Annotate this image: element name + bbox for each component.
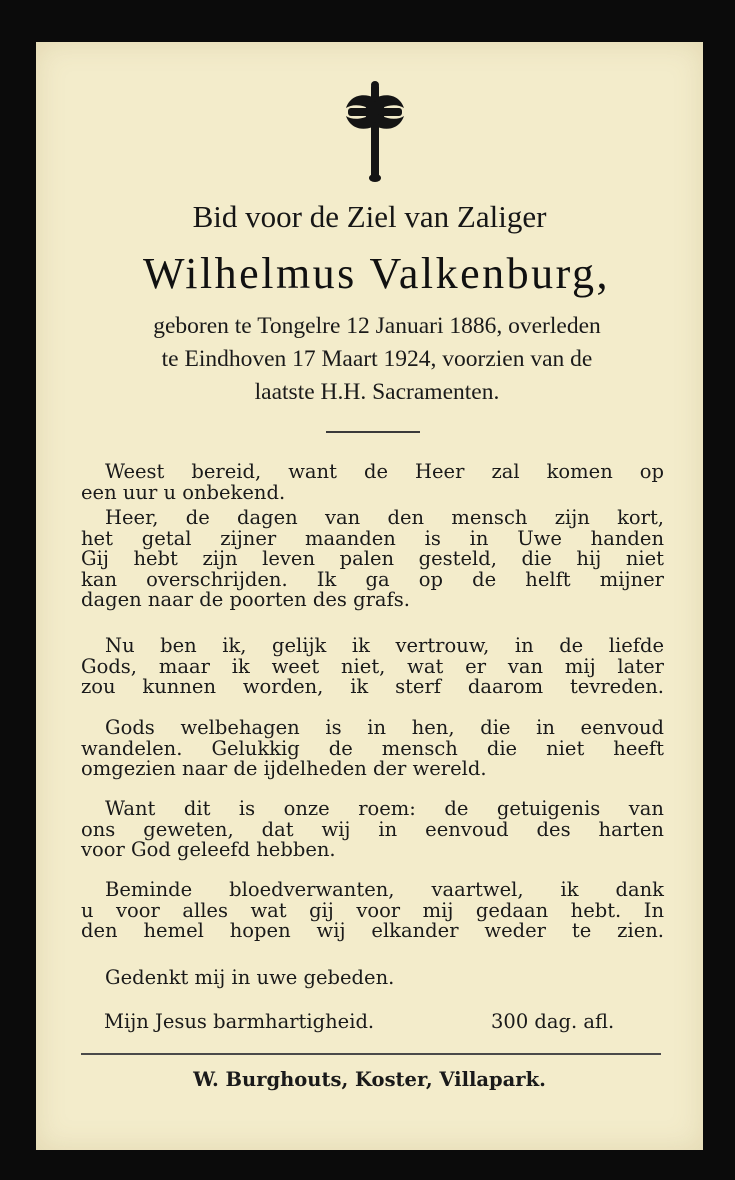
text-line: dagen naar de poorten des grafs. [81,588,410,611]
bio-line: laatste H.H. Sacramenten. [254,379,500,405]
text-line: het getal zijner maanden is in Uwe handen [81,526,664,550]
paragraph [81,718,664,780]
text-line: voor God geleefd hebben. [81,838,336,861]
pray-line: Bid voor de Ziel van Zaliger [192,199,547,234]
paragraph [81,508,664,611]
text-line: omgezien naar de ijdelheden der wereld. [81,757,487,780]
text-line: Heer, de dagen van den mensch zijn kort, [105,506,664,529]
closing-line: Gedenkt mij in uwe gebeden. [105,966,395,989]
cross-icon [342,80,408,182]
memorial-card [36,42,703,1150]
text-line: Gij hebt zijn leven palen gesteld, die hij niet [81,547,664,570]
text-line: een uur u onbekend. [81,480,286,504]
text-line: ons geweten, dat wij in eenvoud des harten [81,817,664,841]
text-line: Nu ben ik, gelijk ik vertrouw, in de liefde [105,634,664,657]
bio-block [80,310,674,409]
divider-long [81,1053,661,1055]
indulgence-note: 300 dag. afl. [491,1010,615,1033]
printer-credit: W. Burghouts, Koster, Villapark. [193,1068,546,1091]
bio-line: te Eindhoven 17 Maart 1924, voorzien van de [161,346,593,372]
bio-line: geboren te Tongelre 12 Januari 1886, overleden [153,313,601,339]
text-line: Gods welbehagen is in hen, die in eenvoud [105,716,664,739]
text-line: wandelen. Gelukkig de mensch die niet heeft [81,736,664,760]
text-line: den hemel hopen wij elkander weder te zien. [81,919,664,942]
paragraph [81,799,664,861]
deceased-name: Wilhelmus Valkenburg, [142,249,611,298]
paragraph [81,636,664,698]
paragraph [81,880,664,942]
text-line: Gods, maar ik weet niet, wat er van mij later [81,654,664,678]
text-line: zou kunnen worden, ik sterf daarom tevreden. [81,675,664,698]
text-line: Beminde bloedverwanten, vaartwel, ik dank [105,878,664,901]
text-line: Want dit is onze roem: de getuigenis van [105,797,664,820]
text-line: Weest bereid, want de Heer zal komen op [105,460,664,483]
prayer-line: Mijn Jesus barmhartigheid. [104,1010,375,1033]
paragraph [81,462,664,503]
text-line: u voor alles wat gij voor mij gedaan hebt. In [81,898,664,922]
divider-short [326,431,420,433]
text-line: kan overschrijden. Ik ga op de helft mijner [81,567,664,591]
